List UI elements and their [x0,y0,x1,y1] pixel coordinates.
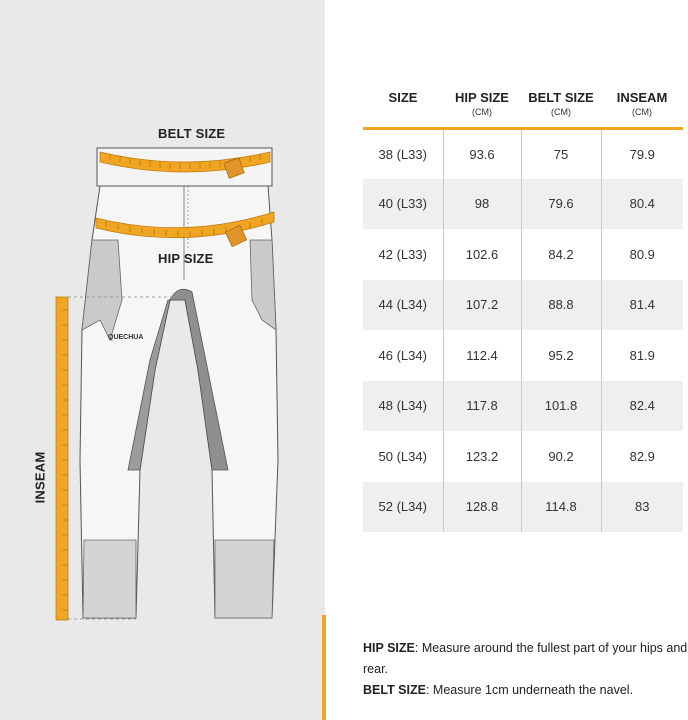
cell-size: 48 (L34) [363,381,443,432]
cell-hip: 98 [443,179,521,230]
hip-note: HIP SIZE: Measure around the fullest part of your hips and rear. [363,641,688,676]
table-row [363,280,683,331]
table-header-row [363,88,683,128]
table-row [363,179,683,230]
cell-inseam: 83 [601,482,683,533]
header-belt-size: BELT SIZE (CM) [528,90,594,117]
cell-size: 40 (L33) [363,179,443,230]
cell-hip: 128.8 [443,482,521,533]
table-row [363,381,683,432]
cell-inseam: 82.9 [601,431,683,482]
cell-hip: 102.6 [443,229,521,280]
size-chart-table [363,88,683,532]
cell-size: 50 (L34) [378,448,427,464]
cell-hip: 117.8 [443,381,521,432]
cell-size: 44 (L34) [363,280,443,331]
cell-hip: 112.4 [443,330,521,381]
cell-belt: 101.8 [521,381,601,432]
cell-inseam: 79.9 [601,128,683,179]
cell-size: 42 (L33) [378,246,427,262]
illustration-panel [0,0,325,720]
cell-belt: 90.2 [521,431,601,482]
cell-belt: 84.2 [521,229,601,280]
cell-inseam: 81.9 [601,330,683,381]
cell-inseam: 80.4 [601,179,683,230]
cell-size: 52 (L34) [363,482,443,533]
cell-size: 46 (L34) [378,347,427,363]
header-size: SIZE [388,90,418,105]
cell-belt: 75 [521,128,601,179]
accent-bar [322,615,326,720]
cell-belt: 79.6 [521,179,601,230]
belt-size-label: BELT SIZE [158,126,226,141]
table-row [363,128,683,179]
table-row [363,431,683,482]
belt-note: BELT SIZE: Measure 1cm underneath the navel. [363,683,634,697]
cell-inseam: 80.9 [601,229,683,280]
cell-hip: 93.6 [443,128,521,179]
cell-belt: 114.8 [521,482,601,533]
header-inseam: INSEAM (CM) [616,90,668,117]
hip-size-label: HIP SIZE [158,251,214,266]
cell-inseam: 81.4 [601,280,683,331]
cell-size: 38 (L33) [378,146,427,162]
inseam-label: INSEAM [32,451,48,504]
cell-hip: 123.2 [443,431,521,482]
brand-tag: QUECHUA [108,334,144,341]
cell-hip: 107.2 [443,280,521,331]
header-hip-size: HIP SIZE (CM) [455,90,509,117]
cell-inseam: 82.4 [601,381,683,432]
pants-illustration [0,0,325,720]
cell-belt: 88.8 [521,280,601,331]
table-row [363,482,683,533]
cell-belt: 95.2 [521,330,601,381]
measurement-notes [363,638,688,701]
table-row [363,330,683,381]
table-row [363,229,683,280]
